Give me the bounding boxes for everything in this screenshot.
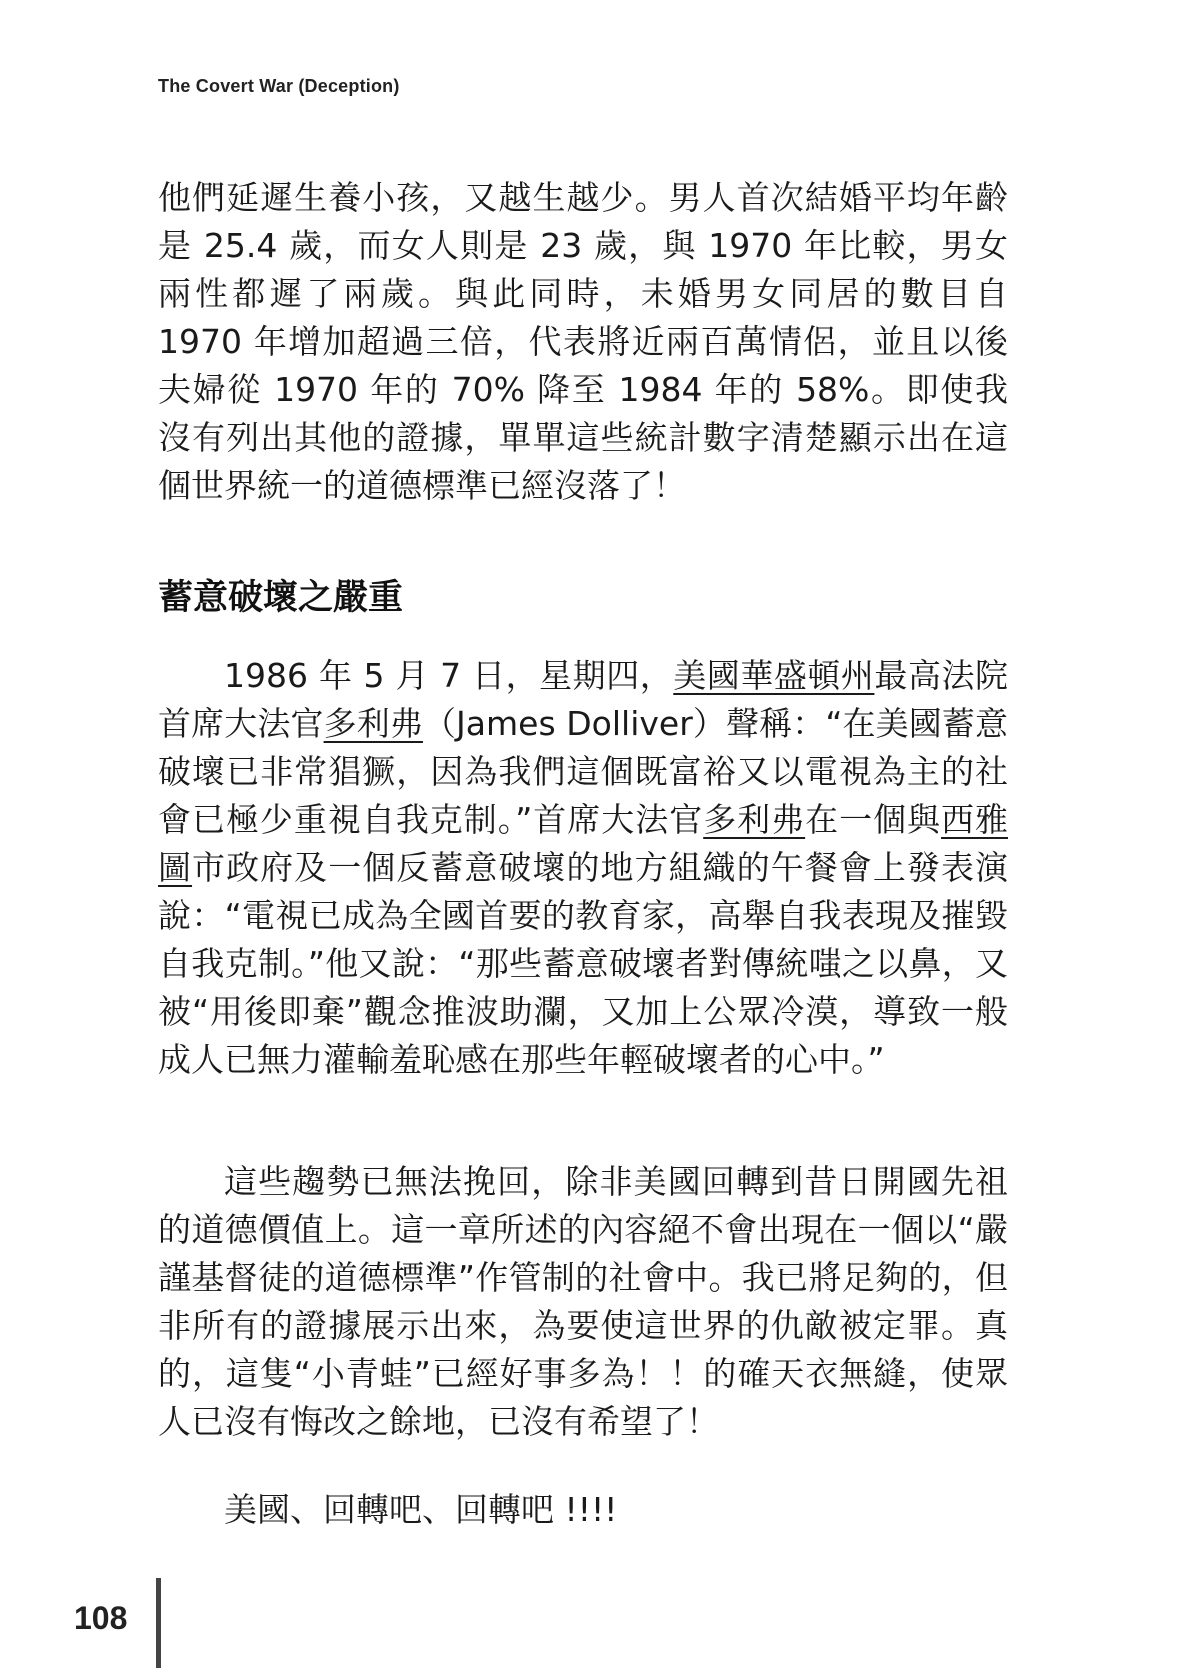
person-dolliver: 多利弗 (323, 704, 423, 743)
place-washington-state: 美國華盛頓州 (673, 656, 875, 695)
paragraph-4 (158, 1486, 1008, 1534)
paragraph-2-seg-2: 最高法院首席大法官 (158, 656, 1008, 743)
paragraph-2-text (158, 652, 1008, 1084)
paragraph-3-text: 這些趨勢已無法挽回，除非美國回轉到昔日開國先祖的道德價值上。這一章所述的內容絕不會出現在一個以“嚴謹基督徒的道德標準”作管制的社會中。我已將足夠的，但非所有的證據展示出來，為要使這世界的仇敵被定罪。真的，這隻“小青蛙”已經好事多為！！的確天衣無縫，使眾人已沒有悔改之餘地，已沒有希望了！ (158, 1162, 1008, 1441)
intro-paragraph-text: 他們延遲生養小孩，又越生越少。男人首次結婚平均年齡是 25.4 歲，而女人則是 23 歲，與 1970 年比較，男女兩性都遲了兩歲。與此同時，未婚男女同居的數目自 1970 年增加超過三倍，代表將近兩百萬情侶，並且以後夫婦從 1970 年的 70% 降至 1984 年的 58%。即使我沒有列出其他的證據，單單這些統計數字清楚顯示出在這個世界統一的道德標準已經沒落了！ (158, 178, 1008, 505)
place-seattle: 西雅圖 (158, 800, 1009, 887)
intro-paragraph (158, 174, 1008, 510)
section-heading: 蓄意破壞之嚴重 (158, 578, 404, 618)
paragraph-2-seg-5: 市政府及一個反蓄意破壞的地方組織的午餐會上發表演說：“電視已成為全國首要的教育家，高舉自我表現及摧毀自我克制。”他又說：“那些蓄意破壞者對傳統嗤之以鼻，又被“用後即棄”觀念推波助瀾，又加上公眾冷漠，導致一般成人已無力灌輸羞恥感在那些年輕破壞者的心中。” (158, 848, 1009, 1079)
running-header: The Covert War (Deception) (158, 76, 400, 96)
page-number-rule (156, 1578, 161, 1668)
paragraph-2-seg-3: （James Dolliver）聲稱：“在美國蓄意破壞已非常猖獗，因為我們這個既富裕又以電視為主的社會已極少重視自我克制。”首席大法官 (158, 704, 1009, 839)
paragraph-3 (158, 1158, 1008, 1446)
page-number: 108 (74, 1600, 128, 1636)
paragraph-2 (158, 652, 1008, 1084)
paragraph-4-text: 美國、回轉吧、回轉吧 !!!! (224, 1490, 618, 1529)
paragraph-2-seg-1: 1986 年 5 月 7 日，星期四， (224, 656, 674, 695)
person-dolliver-2: 多利弗 (703, 800, 806, 839)
paragraph-2-seg-4: 在一個與 (805, 800, 942, 839)
